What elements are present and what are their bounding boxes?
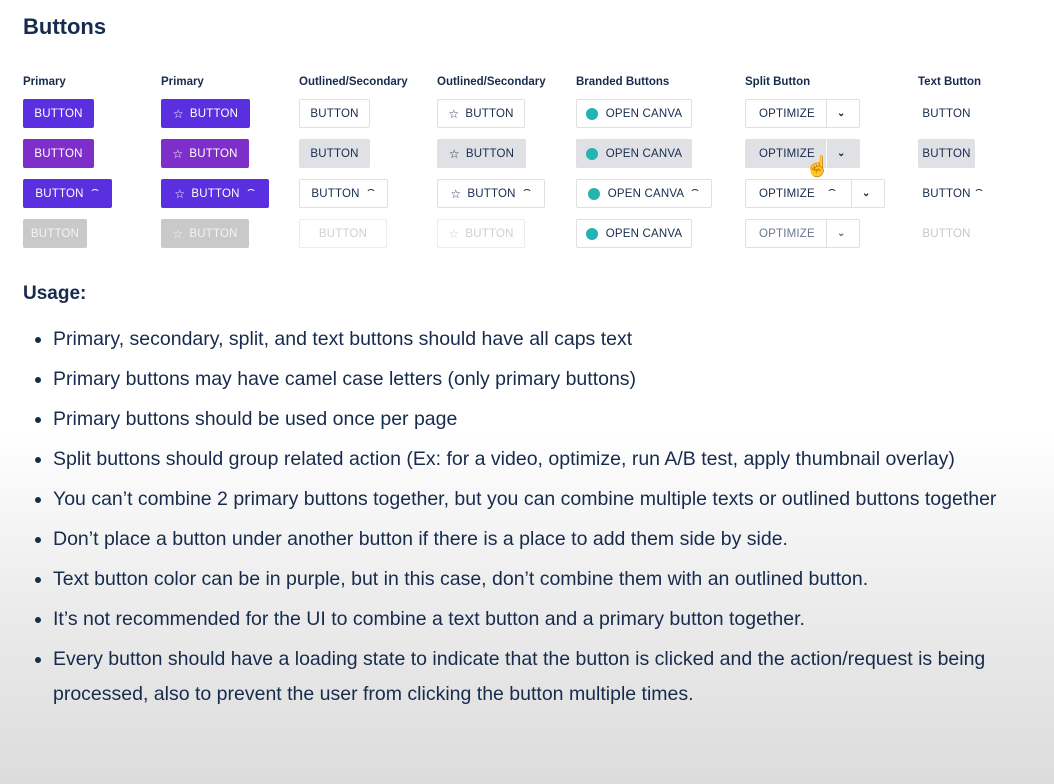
- split-button-disabled[interactable]: [745, 219, 860, 248]
- primary-button-disabled[interactable]: [23, 219, 87, 248]
- usage-item: • Don’t place a button under another button if there is a place to add them side by side.: [53, 522, 1053, 557]
- primary-icon-button-disabled[interactable]: [161, 219, 249, 248]
- outlined-button-hover[interactable]: [299, 139, 370, 168]
- star-icon: ☆: [448, 146, 460, 161]
- usage-item: • Primary buttons should be used once per page: [53, 402, 1053, 437]
- button-label: OPEN CANVA: [605, 227, 683, 240]
- button-label: BUTTON: [34, 107, 83, 120]
- button-label: BUTTON: [318, 227, 368, 240]
- primary-icon-button-hover[interactable]: [161, 139, 249, 168]
- primary-button-loading[interactable]: [23, 179, 112, 208]
- column-header-outlined: Outlined/Secondary: [299, 76, 408, 88]
- split-button-label: OPTIMIZE: [759, 107, 815, 120]
- usage-item: • Primary, secondary, split, and text buttons should have all caps text: [53, 322, 1053, 357]
- loading-spinner-icon: [522, 189, 532, 199]
- button-label: BUTTON: [30, 227, 80, 240]
- chevron-down-icon[interactable]: ⌄: [862, 188, 871, 199]
- loading-spinner-icon: [90, 189, 100, 199]
- split-button-loading[interactable]: [745, 179, 885, 208]
- outlined-icon-button-loading[interactable]: [437, 179, 545, 208]
- button-label: BUTTON: [189, 227, 238, 240]
- star-icon: ☆: [172, 146, 184, 161]
- split-button-hover[interactable]: [745, 139, 860, 168]
- button-label: BUTTON: [467, 187, 516, 200]
- column-header-primary-icon: Primary: [161, 76, 204, 88]
- text-button-disabled[interactable]: [918, 219, 975, 248]
- usage-item: • Split buttons should group related action (Ex: for a video, optimize, run A/B test, apply thumbnail overlay): [53, 442, 1053, 477]
- loading-spinner-icon: [366, 189, 376, 199]
- button-label: BUTTON: [189, 107, 239, 120]
- button-label: OPEN CANVA: [607, 187, 685, 200]
- loading-spinner-icon: [974, 189, 984, 199]
- hand-pointer-cursor: ☝: [805, 156, 830, 178]
- button-label: BUTTON: [922, 187, 971, 200]
- button-label: BUTTON: [922, 107, 971, 120]
- button-label: BUTTON: [465, 227, 514, 240]
- page-title: Buttons: [23, 14, 107, 39]
- outlined-button-default[interactable]: [299, 99, 370, 128]
- loading-spinner-icon: [246, 189, 256, 199]
- chevron-down-icon[interactable]: ⌄: [837, 108, 846, 119]
- split-button-label: OPTIMIZE: [759, 187, 815, 200]
- outlined-icon-button-default[interactable]: [437, 99, 525, 128]
- primary-button-default[interactable]: [23, 99, 94, 128]
- button-label: BUTTON: [465, 147, 515, 160]
- usage-item: • Text button color can be in purple, but in this case, don’t combine them with an outlined button.: [53, 562, 1053, 597]
- loading-spinner-icon: [827, 189, 837, 199]
- star-icon: ☆: [448, 106, 460, 121]
- button-label: BUTTON: [189, 147, 238, 160]
- column-header-split: Split Button: [745, 76, 811, 88]
- branded-button-disabled[interactable]: [576, 219, 692, 248]
- star-icon: ☆: [172, 226, 184, 241]
- split-button-label: OPTIMIZE: [759, 147, 815, 160]
- usage-item: • You can’t combine 2 primary buttons together, but you can combine multiple texts or outlined buttons together: [53, 482, 1053, 517]
- split-button-label: OPTIMIZE: [759, 227, 815, 240]
- usage-heading: Usage:: [23, 283, 87, 304]
- button-label: BUTTON: [922, 147, 971, 160]
- branded-button-hover[interactable]: [576, 139, 692, 168]
- usage-item: • It’s not recommended for the UI to combine a text button and a primary button together.: [53, 602, 1053, 637]
- outlined-icon-button-hover[interactable]: [437, 139, 526, 168]
- column-header-text: Text Button: [918, 76, 982, 88]
- usage-item: • Primary buttons may have camel case letters (only primary buttons): [53, 362, 1053, 397]
- button-label: BUTTON: [310, 147, 359, 160]
- button-label: BUTTON: [191, 187, 240, 200]
- star-icon: ☆: [448, 226, 460, 241]
- button-label: BUTTON: [34, 147, 83, 160]
- star-icon: ☆: [450, 186, 462, 201]
- text-button-loading[interactable]: [918, 179, 988, 208]
- canva-logo-icon: [588, 188, 600, 200]
- button-label: OPEN CANVA: [605, 107, 683, 120]
- usage-item: • Every button should have a loading state to indicate that the button is clicked and the action/request is being processed, also to prevent the user from clicking the button multiple times.: [53, 642, 1053, 712]
- text-button-default[interactable]: [918, 99, 975, 128]
- chevron-down-icon[interactable]: ⌄: [837, 228, 846, 239]
- outlined-button-disabled[interactable]: [299, 219, 387, 248]
- star-icon: ☆: [172, 106, 184, 121]
- column-header-outlined-icon: Outlined/Secondary: [437, 76, 546, 88]
- canva-logo-icon: [586, 108, 598, 120]
- branded-button-default[interactable]: [576, 99, 692, 128]
- primary-icon-button-default[interactable]: [161, 99, 250, 128]
- outlined-button-loading[interactable]: [299, 179, 388, 208]
- button-label: BUTTON: [35, 187, 84, 200]
- branded-button-loading[interactable]: [576, 179, 712, 208]
- split-divider: [851, 180, 852, 207]
- split-divider: [826, 100, 827, 127]
- star-icon: ☆: [174, 186, 186, 201]
- column-header-primary: Primary: [23, 76, 66, 88]
- chevron-down-icon[interactable]: ⌄: [837, 148, 846, 159]
- column-header-branded: Branded Buttons: [576, 76, 670, 88]
- canva-logo-icon: [586, 148, 598, 160]
- button-label: BUTTON: [465, 107, 514, 120]
- split-divider: [826, 220, 827, 247]
- outlined-icon-button-disabled[interactable]: [437, 219, 525, 248]
- split-button-default[interactable]: [745, 99, 860, 128]
- primary-button-hover[interactable]: [23, 139, 94, 168]
- primary-icon-button-loading[interactable]: [161, 179, 269, 208]
- loading-spinner-icon: [690, 189, 700, 199]
- button-label: BUTTON: [310, 107, 359, 120]
- button-label: BUTTON: [311, 187, 360, 200]
- canva-logo-icon: [586, 228, 598, 240]
- button-label: OPEN CANVA: [605, 147, 683, 160]
- usage-list: [22, 322, 1053, 717]
- button-label: BUTTON: [922, 227, 971, 240]
- text-button-hover[interactable]: [918, 139, 975, 168]
